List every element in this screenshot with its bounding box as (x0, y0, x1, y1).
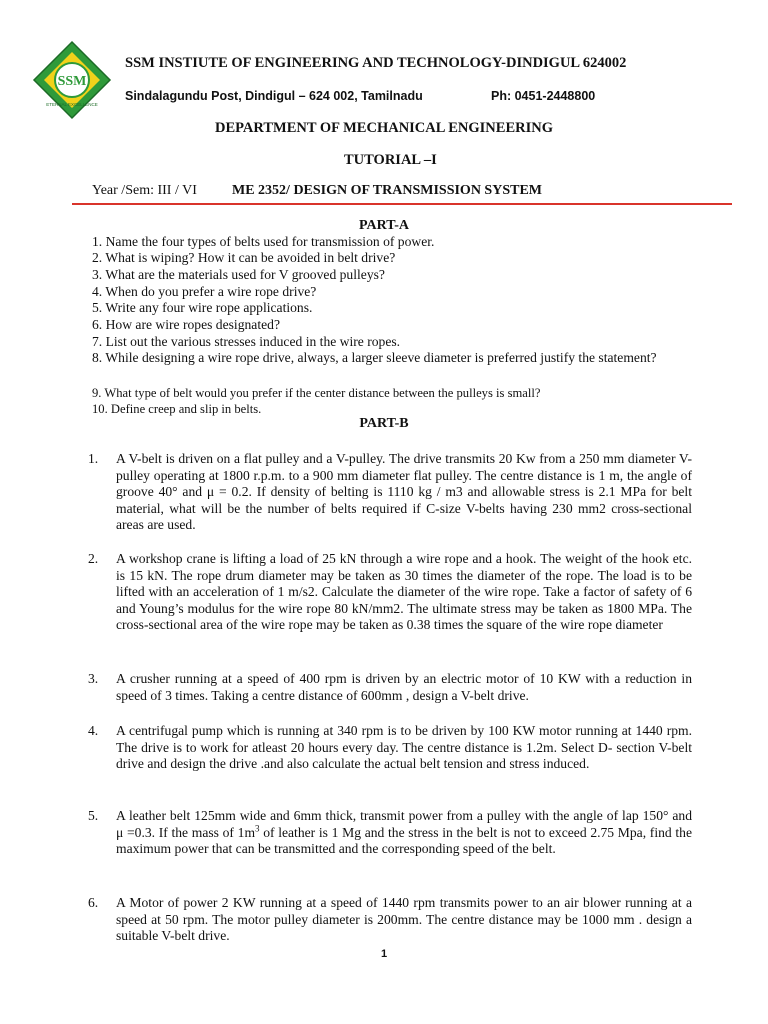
part-b-question-text: A Motor of power 2 KW running at a speed of 1440 rpm transmits power to an air blower running at a speed at 50 rpm. The motor pulley diameter is 200mm. The centre distance may be 1000 mm . design a suitable V-belt drive. (116, 895, 692, 944)
institute-address: Sindalagundu Post, Dindigul – 624 002, Tamilnadu (125, 89, 423, 103)
part-a-question: 3. What are the materials used for V grooved pulleys? (92, 267, 385, 282)
part-b-question-number: 4. (88, 723, 99, 738)
part-b-question-text: A workshop crane is lifting a load of 25 kN through a wire rope and a hook. The weight of the hook etc. is 15 kN. The rope drum diameter may be taken as 30 times the diameter of the rope. The load is to be lifted with an acceleration of 1 m/s2. Calculate the diameter of the wire rope. Take a factor of safety of 6 and Young’s modulus for the wire rope 80 kN/mm2. The ultimate stress may be taken as 1800 MPa. The cross-sectional area of the wire rope may be taken as 0.38 times the square of the wire rope diameter (116, 551, 692, 633)
part-a-question: 4. When do you prefer a wire rope drive? (92, 284, 317, 299)
department-title: DEPARTMENT OF MECHANICAL ENGINEERING (215, 120, 553, 136)
part-a-question: 7. List out the various stresses induced in the wire ropes. (92, 334, 401, 349)
part-b-question-number: 1. (88, 451, 99, 466)
part-b-q5-text-end: of leather is 1 Mg and the stress in the belt is not to exceed 2.75 Mpa, find the maximum power that can be transmitted and the corresponding speed of the belt. (116, 824, 692, 857)
page-number: 1 (380, 948, 388, 960)
part-b-heading: PART-B (359, 416, 409, 431)
part-b-q5-text-start: A leather belt 125mm wide and 6mm thick, transmit power from a pulley with the angle of lap 150° and μ =0.3. If the mass of 1m (116, 808, 692, 840)
logo-ribbon: ETERNAL EXCELLENCE (46, 102, 98, 107)
part-a-question: 10. Define creep and slip in belts. (92, 402, 262, 416)
part-a-heading: PART-A (358, 218, 410, 233)
part-b-question-number: 5. (88, 808, 99, 823)
header-divider (72, 203, 732, 205)
part-a-question: 5. Write any four wire rope applications. (92, 300, 313, 315)
part-b-question-text: A V-belt is driven on a flat pulley and a V-pulley. The drive transmits 20 Kw from a 250 mm diameter V-pulley operating at 1800 r.p.m. to a 900 mm diameter flat pulley. The centre distance is 1 m, the angle of groove 40° and μ = 0.2. If density of belting is 1110 kg / m3 and allowable stress is 2.1 MPa for belt material, what will be the number of belts required if C-size V-belts having 230 mm2 cross-sectional areas are used. (116, 451, 692, 533)
tutorial-title: TUTORIAL –I (344, 152, 437, 168)
logo-text: SSM (57, 74, 87, 89)
part-a-question: 1. Name the four types of belts used for transmission of power. (92, 234, 435, 249)
institute-name: SSM INSTIUTE OF ENGINEERING AND TECHNOLOGY-DINDIGUL 624002 (125, 55, 627, 71)
part-a-question: 2. What is wiping? How it can be avoided in belt drive? (92, 250, 396, 265)
year-semester: Year /Sem: III / VI (92, 183, 197, 198)
part-b-question-number: 6. (88, 895, 99, 910)
part-b-question-text: A crusher running at a speed of 400 rpm is driven by an electric motor of 10 KW with a reduction in speed of 3 times. Taking a centre distance of 600mm , design a V-belt drive. (116, 671, 692, 703)
part-b-question-text: A centrifugal pump which is running at 340 rpm is to be driven by 100 KW motor running at 1440 rpm. The drive is to work for atleast 20 hours every day. The centre distance is 1.2m. Select D- section V-belt drive and design the drive .and also calculate the actual belt tension and stress induced. (116, 723, 692, 772)
institute-logo (32, 40, 112, 120)
part-b-q5-superscript: 3 (255, 823, 260, 834)
part-a-question: 8. While designing a wire rope drive, always, a larger sleeve diameter is preferred justify the statement? (92, 350, 657, 365)
part-b-question-number: 3. (88, 671, 99, 686)
part-b-question-text (116, 808, 692, 858)
part-a-question: 6. How are wire ropes designated? (92, 317, 280, 332)
part-a-question: 9. What type of belt would you prefer if the center distance between the pulleys is small? (92, 386, 541, 400)
course-title: ME 2352/ DESIGN OF TRANSMISSION SYSTEM (232, 183, 543, 198)
part-b-question-number: 2. (88, 551, 99, 566)
institute-phone: Ph: 0451-2448800 (491, 89, 596, 103)
